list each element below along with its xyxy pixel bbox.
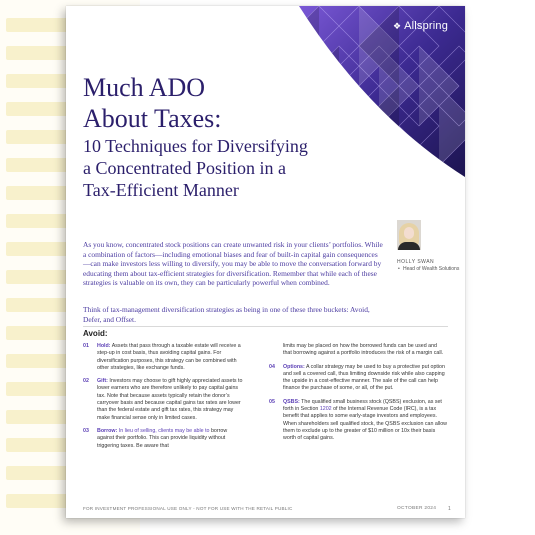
chevron-mark-icon: ❖ — [393, 20, 402, 31]
title-line-1: Much ADO — [83, 73, 206, 102]
item-number: 03 — [83, 427, 89, 434]
intro-paragraph: As you know, concentrated stock positions can create unwanted risk in your clients’ portfolios. While a combination of factors—including emotional biases and fear of built-in capital gain consequences—can make investors less willing to diversify, you may be able to move the conversation forward by educating them about tax-efficient strategies for diversification. Remember that while each of these strategies is valuable on its own, they can be particularly powerful when combined. — [83, 240, 383, 287]
author-role — [398, 266, 463, 273]
item-number: 04 — [269, 363, 275, 370]
footer-date: OCTOBER 2024 — [397, 506, 437, 511]
subtitle-line-3: Tax-Efficient Manner — [83, 180, 239, 200]
item-number: 01 — [83, 343, 89, 349]
list-item — [83, 343, 243, 372]
section-divider — [83, 326, 448, 327]
item-keyword: Gift: — [97, 378, 108, 385]
item-number: 02 — [83, 378, 89, 385]
author-avatar — [397, 220, 421, 250]
item-lead: In lieu of selling, clients may be able to — [118, 427, 210, 434]
brand-logo — [393, 20, 448, 32]
subtitle-line-1: 10 Techniques for Diversifying — [83, 136, 308, 156]
item-keyword: Options: — [283, 363, 305, 370]
item-number: 05 — [269, 398, 275, 405]
column-left — [83, 343, 243, 456]
document-page — [66, 6, 465, 518]
item-keyword: Hold: — [97, 343, 111, 349]
bullet-icon: • — [398, 266, 400, 272]
subtitle-line-2: a Concentrated Position in a — [83, 158, 286, 178]
author-name: HOLLY SWAN — [397, 259, 435, 265]
column-right — [269, 343, 447, 449]
list-item — [83, 378, 243, 422]
brand-name: Allspring — [404, 20, 449, 32]
irc-section-link[interactable]: 1202 — [319, 406, 332, 413]
item-text-continued: of the Internal Revenue Code (IRC), is a tax benefit that applies to some early-stage investors and employees. When shareholders sell qualified stock, the QSBS exclusion can allow them to exclude up to the greater of $10 million or 10x their basis worth of capital gains. — [283, 406, 447, 442]
footer-disclaimer: FOR INVESTMENT PROFESSIONAL USE ONLY - NOT FOR USE WITH THE RETAIL PUBLIC — [83, 506, 293, 511]
item-text: The qualified small business stock (QSBS) exclusion, as set forth in Section — [283, 398, 442, 413]
page-number: 1 — [448, 506, 451, 512]
list-item-continued: limits may be placed on how the borrowed funds can be used and that borrowing against a portfolio introduces the risk of a margin call. — [283, 343, 444, 357]
item-text: A collar strategy may be used to buy a protective put option and sell a covered call, thus limiting downside risk while also capping the upside in a cost-effective manner. The sale of the call can help finance the purchase of some, or all, of the put. — [283, 363, 445, 392]
buckets-paragraph: Think of tax-management diversification strategies as being in one of these three buckets: Avoid, Defer, and Offset. — [83, 305, 370, 324]
list-item — [269, 364, 447, 393]
item-text: Assets that pass through a taxable estate will receive a step-up in cost basis, thus avoiding capital gains. For diversification purposes, this strategy can be combined with other strategies, like exchange funds. — [97, 343, 241, 371]
item-keyword: QSBS: — [283, 398, 300, 405]
subtitle — [83, 135, 308, 201]
section-heading-avoid: Avoid: — [83, 329, 108, 338]
item-text: Investors may choose to gift highly appreciated assets to lower earners who are therefore unlikely to pay capital gains tax. Note that because assets typically retain the donor’s carryover basis and because capital gains tax rates are lower than the federal estate and gift tax rates, this strategy may make financial sense only in limited cases. — [97, 378, 243, 421]
author-role-text: Head of Wealth Solutions — [403, 266, 460, 272]
list-item — [269, 399, 447, 443]
item-keyword: Borrow: — [97, 427, 118, 434]
title-line-2: About Taxes: — [83, 104, 222, 133]
item-text: borrow against their portfolio. This can provide liquidity without triggering taxes. Be aware that — [97, 427, 228, 449]
list-item — [83, 428, 243, 450]
